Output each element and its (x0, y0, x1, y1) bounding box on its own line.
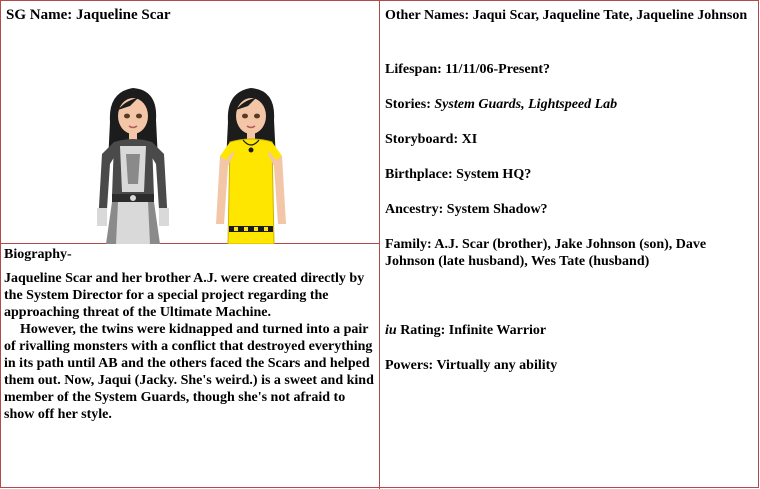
powers-field: Powers: Virtually any ability (385, 358, 558, 373)
character-portraits (88, 84, 298, 244)
biography-paragraph-2: However, the twins were kidnapped and turned into a pair of rivalling monsters with a conflict that destroyed everything in its path until AB and the others faced the Scars and helped them out. Now, Jaqui (Jacky. She's weird.) is a sweet and kind member of the System Guards, though she's not afraid to show off her style. (4, 322, 374, 422)
birthplace-field: Birthplace: System HQ? (385, 167, 532, 182)
lifespan-field: Lifespan: 11/11/06-Present? (385, 62, 551, 77)
stories-field (385, 96, 753, 113)
other-names-field: Other Names: Jaqui Scar, Jaqueline Tate, Jaqueline Johnson (385, 8, 748, 23)
storyboard-field: Storyboard: XI (385, 132, 478, 147)
portrait-armored (97, 88, 169, 244)
rating-text: Rating: Infinite Warrior (396, 323, 547, 338)
rating-prefix: iu (385, 323, 397, 338)
portrait-yellow-dress (216, 88, 286, 244)
biography-title: Biography- (4, 247, 72, 262)
ancestry-field: Ancestry: System Shadow? (385, 202, 548, 217)
stories-value: System Guards, Lightspeed Lab (434, 97, 618, 112)
stories-label: Stories: (385, 97, 435, 112)
rating-field (385, 322, 753, 339)
family-field: Family: A.J. Scar (brother), Jake Johnson (son), Dave Johnson (late husband), Wes Tate (husband) (385, 237, 707, 269)
column-divider (379, 0, 380, 489)
sg-name: SG Name: Jaqueline Scar (6, 7, 171, 23)
biography-section (4, 246, 374, 423)
biography-paragraph-1: Jaqueline Scar and her brother A.J. were created directly by the System Director for a special project regarding the approaching threat of the Ultimate Machine. (4, 271, 365, 320)
